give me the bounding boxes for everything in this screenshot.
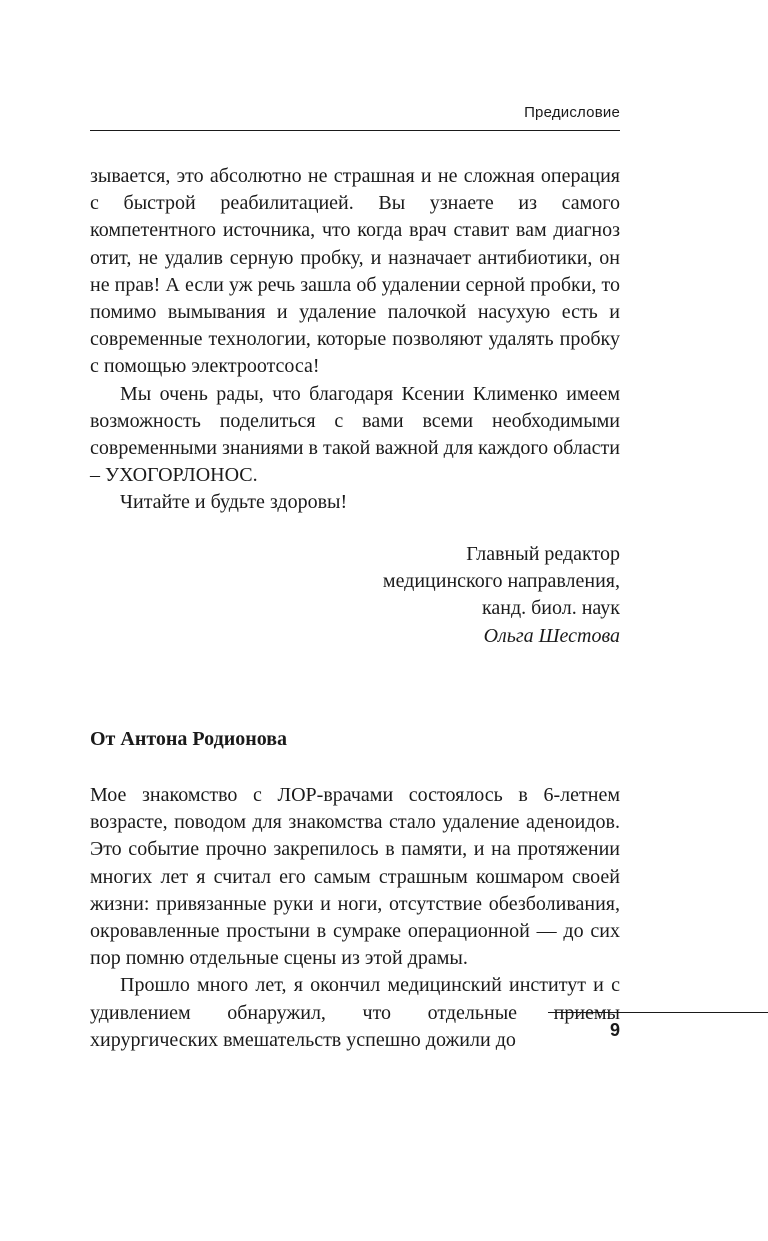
- signature-department: медицинского направления,: [382, 570, 620, 593]
- section-text: [90, 782, 620, 1054]
- section-paragraph: Мое знакомство с ЛОР-врачами состоялось в 6-летнем возрасте, поводом для знакомства стало удаление аденоидов. Это событие прочно закрепилось в памяти, и на протяжении многих лет я считал его самым страшным кошмаром своей жизни: привязанные руки и ноги, отсутствие обезболивания, окровавленные простыни в сумраке операционной — до сих пор помню отдельные сцены из этой драмы.: [90, 784, 620, 970]
- signature-name: Ольга Шестова: [483, 624, 620, 647]
- section-title: От Антона Родионова: [90, 728, 288, 750]
- header-rule: [90, 130, 620, 131]
- intro-paragraph: зывается, это абсолютно не страшная и не сложная операция с быстрой реабилитацией. Вы узнаете из самого компетентного источника, что когда врач ставит вам диагноз отит, не удалив серную пробку, и назначает антибиотики, он не прав! А если уж речь зашла об удалении серной пробки, то помимо вымывания и удаление палочкой насухую есть и современные технологии, которые позволяют удалять пробку с помощью электроотсоса!: [90, 165, 620, 378]
- running-head: Предисловие: [524, 104, 620, 121]
- section-paragraph: Прошло много лет, я окончил медицинский институт и с удивлением обнаружил, что отдельные приемы хирургических вмешательств успешно дожили до: [90, 974, 620, 1051]
- footer-rule: [548, 1012, 768, 1013]
- intro-text: [90, 163, 620, 517]
- page-number: 9: [609, 1020, 620, 1040]
- signature-degree: канд. биол. наук: [481, 597, 620, 620]
- intro-paragraph: Мы очень рады, что благодаря Ксении Клименко имеем возможность поделиться с вами всеми необходимыми современными знаниями в такой важной для каждого области – УХОГОРЛОНОС.: [90, 382, 620, 487]
- intro-paragraph: Читайте и будьте здоровы!: [120, 491, 348, 514]
- editor-signature: [90, 541, 620, 650]
- signature-title: Главный редактор: [466, 543, 620, 565]
